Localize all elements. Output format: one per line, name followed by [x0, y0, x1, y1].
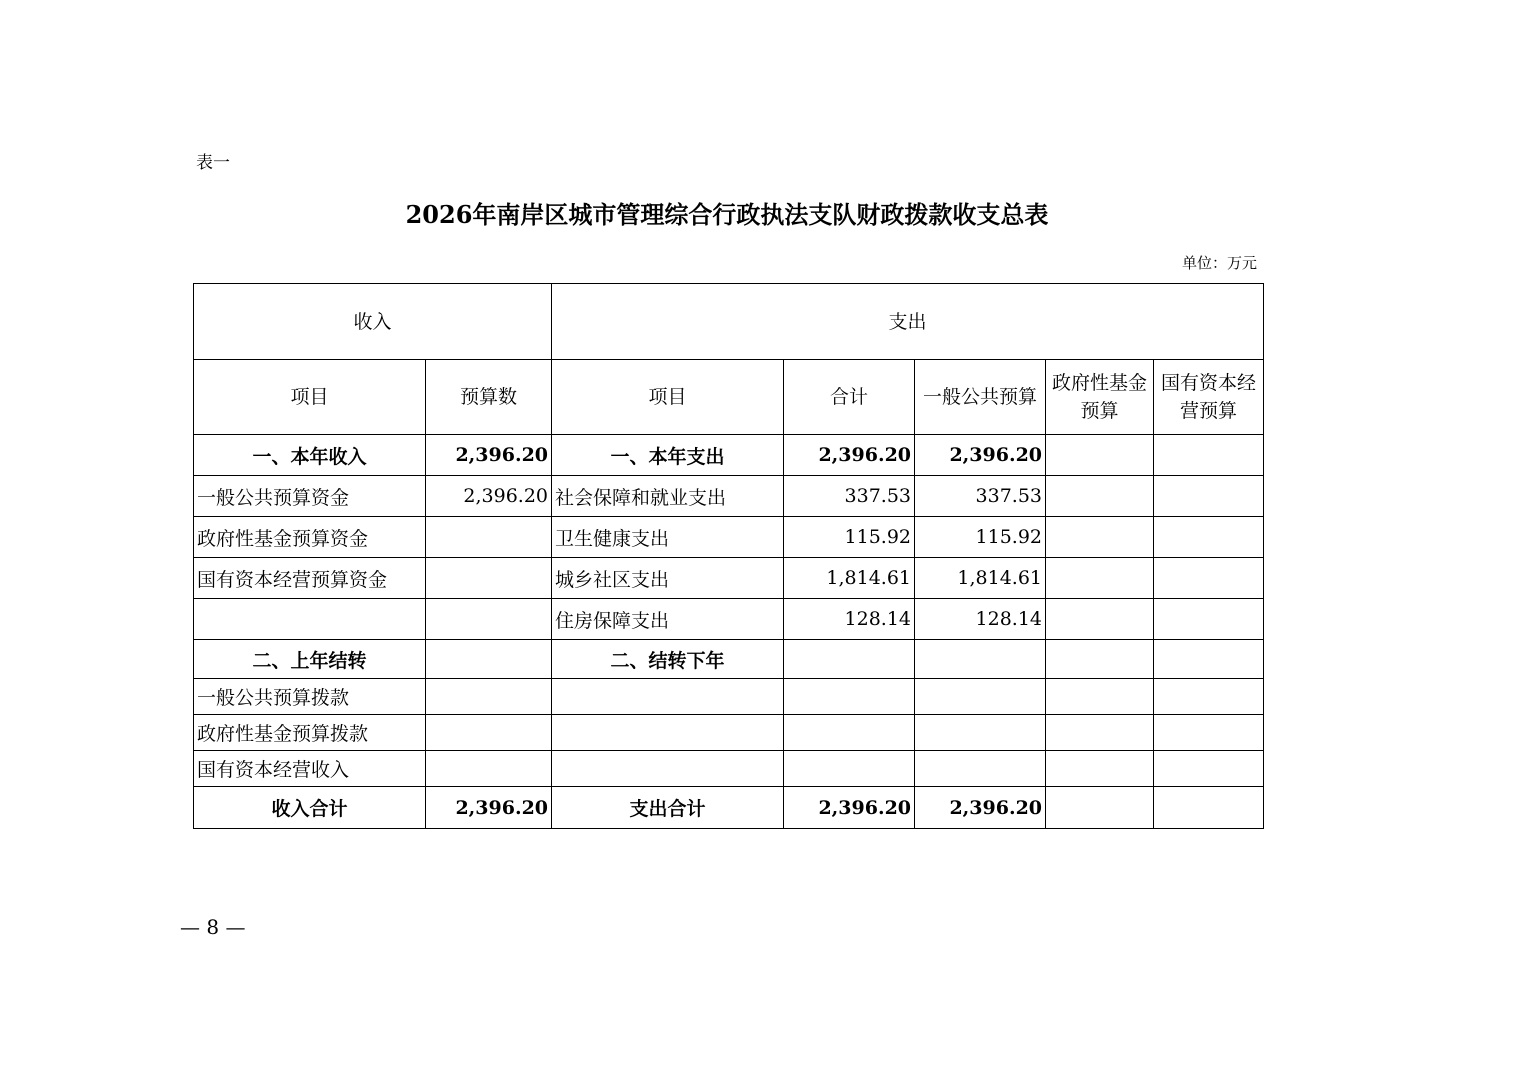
exp-item: 一、本年支出: [552, 435, 784, 476]
table-row: [194, 435, 1264, 476]
exp-general: 2,396.20: [915, 435, 1046, 476]
exp-general: [915, 715, 1046, 751]
exp-fund: [1046, 751, 1154, 787]
table-row: [194, 476, 1264, 517]
exp-state: [1154, 679, 1264, 715]
income-item: 一、本年收入: [194, 435, 426, 476]
exp-state: [1154, 787, 1264, 829]
exp-state: [1154, 640, 1264, 679]
exp-fund: [1046, 517, 1154, 558]
table-row: [194, 517, 1264, 558]
table-row: [194, 599, 1264, 640]
exp-general: 115.92: [915, 517, 1046, 558]
income-section-header: 收入: [194, 284, 552, 360]
exp-total: [784, 715, 915, 751]
budget-table: [193, 283, 1264, 829]
exp-state: [1154, 476, 1264, 517]
exp-total-label: 支出合计: [552, 787, 784, 829]
exp-general: [915, 640, 1046, 679]
exp-total: 115.92: [784, 517, 915, 558]
income-item: 二、上年结转: [194, 640, 426, 679]
exp-item: 住房保障支出: [552, 599, 784, 640]
exp-general: [915, 751, 1046, 787]
exp-fund: [1046, 715, 1154, 751]
col-header-general-budget: 一般公共预算: [915, 360, 1046, 435]
exp-item: [552, 679, 784, 715]
exp-item: 城乡社区支出: [552, 558, 784, 599]
exp-fund: [1046, 599, 1154, 640]
exp-total: 337.53: [784, 476, 915, 517]
col-header-total: 合计: [784, 360, 915, 435]
exp-state: [1154, 517, 1264, 558]
exp-total: [784, 751, 915, 787]
income-item: 政府性基金预算资金: [194, 517, 426, 558]
exp-general: 2,396.20: [915, 787, 1046, 829]
page-title: 2026年南岸区城市管理综合行政执法支队财政拨款收支总表: [405, 200, 1049, 229]
exp-item: 卫生健康支出: [552, 517, 784, 558]
income-item: [194, 599, 426, 640]
income-amount: [426, 640, 552, 679]
col-header-fund-budget: 政府性基金预算: [1046, 360, 1154, 435]
exp-total: [784, 679, 915, 715]
exp-general: 337.53: [915, 476, 1046, 517]
income-total-label: 收入合计: [194, 787, 426, 829]
income-item: 一般公共预算拨款: [194, 679, 426, 715]
income-amount: 2,396.20: [426, 476, 552, 517]
income-amount: [426, 751, 552, 787]
exp-total: 2,396.20: [784, 435, 915, 476]
exp-item: 二、结转下年: [552, 640, 784, 679]
income-total-amount: 2,396.20: [426, 787, 552, 829]
exp-total: 2,396.20: [784, 787, 915, 829]
exp-state: [1154, 558, 1264, 599]
exp-fund: [1046, 679, 1154, 715]
unit-label: 单位：万元: [1181, 254, 1257, 272]
income-item: 政府性基金预算拨款: [194, 715, 426, 751]
total-row: [194, 787, 1264, 829]
page-number: — 8 —: [180, 915, 246, 939]
income-item: 一般公共预算资金: [194, 476, 426, 517]
exp-fund: [1046, 787, 1154, 829]
exp-item: 社会保障和就业支出: [552, 476, 784, 517]
exp-total: 128.14: [784, 599, 915, 640]
income-amount: 2,396.20: [426, 435, 552, 476]
table-label: 表一: [196, 153, 230, 173]
table-row: [194, 715, 1264, 751]
income-amount: [426, 679, 552, 715]
col-header-exp-item: 项目: [552, 360, 784, 435]
exp-state: [1154, 715, 1264, 751]
col-header-state-capital-budget: 国有资本经营预算: [1154, 360, 1264, 435]
column-header-row: [194, 360, 1264, 435]
exp-state: [1154, 435, 1264, 476]
expenditure-section-header: 支出: [552, 284, 1264, 360]
income-amount: [426, 517, 552, 558]
income-item: 国有资本经营收入: [194, 751, 426, 787]
income-amount: [426, 558, 552, 599]
exp-general: [915, 679, 1046, 715]
table-row: [194, 558, 1264, 599]
income-amount: [426, 599, 552, 640]
exp-total: 1,814.61: [784, 558, 915, 599]
exp-fund: [1046, 476, 1154, 517]
exp-general: 128.14: [915, 599, 1046, 640]
exp-item: [552, 751, 784, 787]
income-amount: [426, 715, 552, 751]
income-item: 国有资本经营预算资金: [194, 558, 426, 599]
table-row: [194, 640, 1264, 679]
exp-general: 1,814.61: [915, 558, 1046, 599]
exp-state: [1154, 751, 1264, 787]
col-header-income-amount: 预算数: [426, 360, 552, 435]
exp-total: [784, 640, 915, 679]
section-header-row: [194, 284, 1264, 360]
exp-item: [552, 715, 784, 751]
table-row: [194, 751, 1264, 787]
table-row: [194, 679, 1264, 715]
exp-fund: [1046, 558, 1154, 599]
col-header-income-item: 项目: [194, 360, 426, 435]
exp-state: [1154, 599, 1264, 640]
exp-fund: [1046, 640, 1154, 679]
exp-fund: [1046, 435, 1154, 476]
